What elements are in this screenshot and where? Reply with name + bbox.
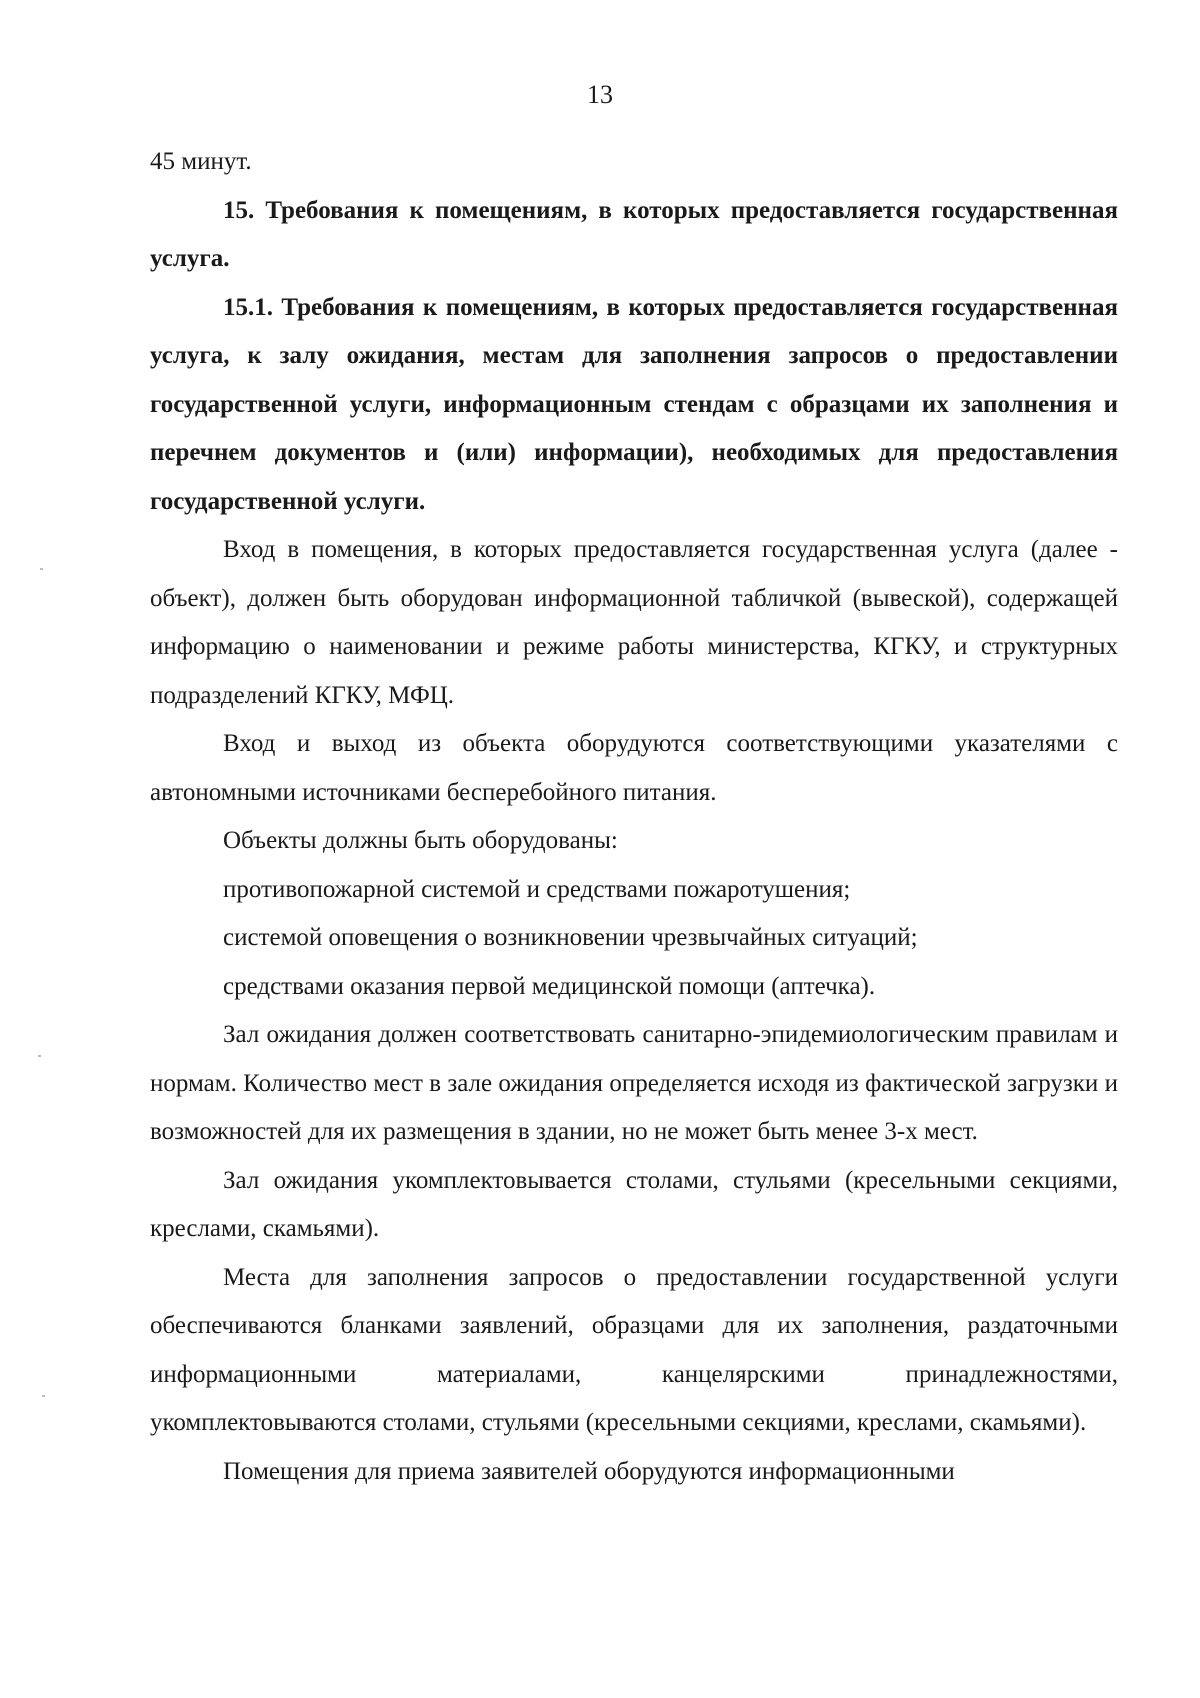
section-heading-15: 15. Требования к помещениям, в которых предоставляется государственная услуга. — [150, 196, 1118, 272]
paragraph-continuation: 45 минут. — [150, 148, 252, 175]
page-number: 13 — [587, 80, 613, 109]
paragraph-reception-rooms: Помещения для приема заявителей оборудуются информационными — [223, 1457, 955, 1485]
paragraph-request-places: Места для заполнения запросов о предоставлении государственной услуги обеспечиваются бланками заявлений, образцами для их заполнения, раздаточными информационными материалами, канцелярскими принадлежностями, укомплектовываются столами, стульями (кресельными секциями, креслами, скамьями). — [150, 1263, 1118, 1436]
paragraph-entrance-sign: Вход в помещения, в которых предоставляется государственная услуга (далее - объект), должен быть оборудован информационной табличкой (вывеской), содержащей информацию о наименовании и режиме работы министерства, КГКУ, и структурных подразделений КГКУ, МФЦ. — [150, 536, 1118, 709]
paragraph-equipment-intro: Объекты должны быть оборудованы: — [223, 827, 618, 854]
paragraph-waiting-hall-norms: Зал ожидания должен соответствовать санитарно-эпидемиологическим правилам и нормам. Количество мест в зале ожидания определяется исходя из фактической загрузки и возможностей для их размещения в здании, но не может быть менее 3-х мест. — [150, 1021, 1118, 1145]
paragraph-waiting-hall-furniture: Зал ожидания укомплектовывается столами, стульями (кресельными секциями, креслами, скамьями). — [150, 1166, 1118, 1242]
section-heading-15-1: 15.1. Требования к помещениям, в которых предоставляется государственная услуга, к залу ожидания, местам для заполнения запросов о предоставлении государственной услуги, информационным стендам с образцами их заполнения и перечнем документов и (или) информации), необходимых для предоставления государственной услуги. — [150, 293, 1118, 515]
scan-speck — [38, 1055, 41, 1057]
document-body — [150, 138, 1118, 1496]
list-item-first-aid: средствами оказания первой медицинской помощи (аптечка). — [223, 972, 876, 1000]
paragraph-entrance-exit: Вход и выход из объекта оборудуются соответствующими указателями с автономными источниками бесперебойного питания. — [150, 730, 1118, 806]
scan-speck — [40, 568, 43, 570]
list-item-fire-system: противопожарной системой и средствами пожаротушения; — [223, 875, 851, 903]
list-item-alert-system: системой оповещения о возникновении чрезвычайных ситуаций; — [223, 924, 918, 951]
scan-speck — [42, 1395, 45, 1397]
